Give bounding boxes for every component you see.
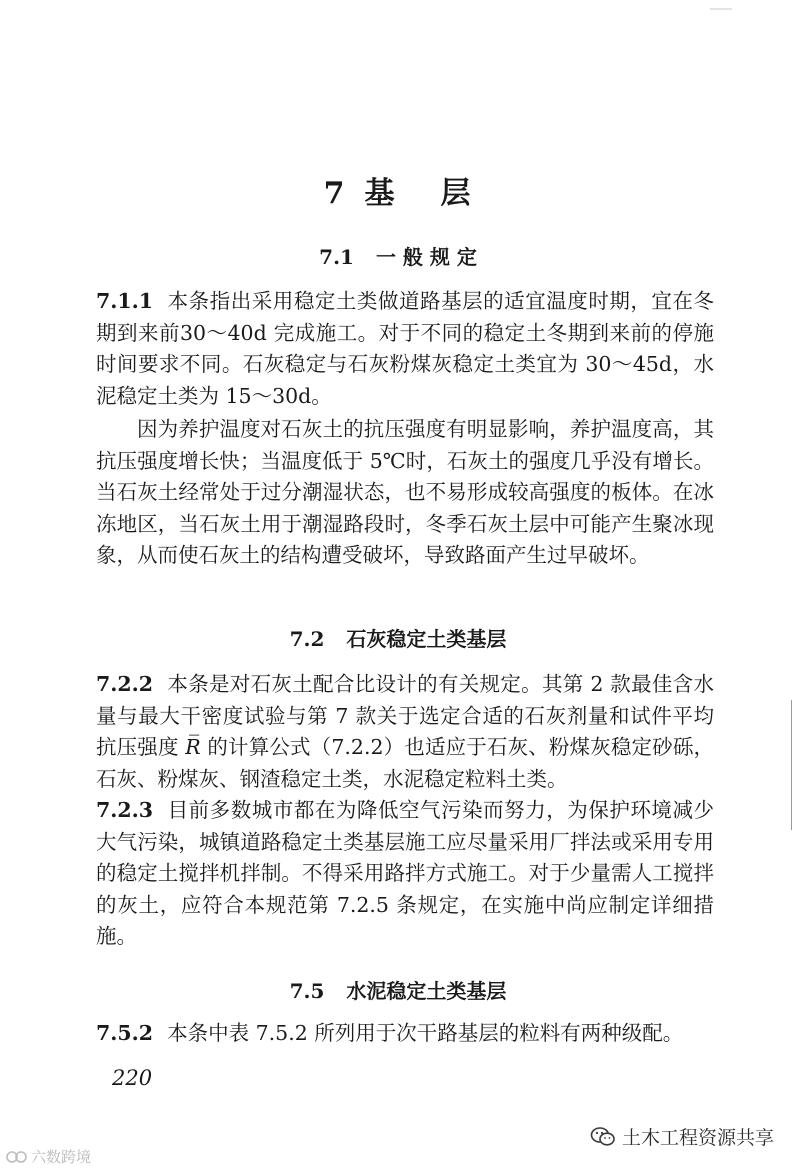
section-title-7-1 [0,241,796,270]
section-number: 7.2 [289,627,325,651]
watermark-left [6,1146,91,1167]
clause-text: 本条指出采用稳定土类做道路基层的适宜温度时期，宜在冬期到来前30～40d 完成施工。对于不同的稳定土冬期到来前的停施时间要求不同。石灰稳定与石灰粉煤灰稳定土类宜为 30～45d，水泥稳定土类为 15～30d。 [96,289,714,408]
page-number: 220 [112,1066,153,1090]
section-number: 7.1 [319,245,354,269]
scan-artifact-top [710,8,732,10]
wechat-icon [590,1126,616,1148]
clause-7-5-2 [96,1018,714,1050]
clause-number: 7.2.2 [96,672,154,696]
chapter-title-part1: 基 [364,176,397,211]
clause-number: 7.5.2 [96,1021,154,1045]
clause-7-1-1 [96,286,714,412]
clause-number: 7.1.1 [96,289,154,313]
section-heading: 石灰稳定土类基层 [346,627,507,651]
clause-7-2-2 [96,669,714,795]
section-title-7-2 [0,623,796,652]
clause-7-1-1-continued [96,414,714,572]
clause-text-b: 的计算公式（7.2.2）也适应于石灰、粉煤灰稳定砂砾，石灰、粉煤灰、钢渣稳定土类，水泥稳定粒料土类。 [96,735,714,791]
watermark-right [590,1123,774,1150]
watermark-left-text: 六数跨境 [31,1148,92,1166]
section-heading: 一 般 规 定 [375,245,477,269]
mean-strength-symbol: R̅ [185,735,201,759]
section-heading: 水泥稳定土类基层 [346,979,507,1003]
chapter-title [0,168,796,212]
chapter-number: 7 [323,176,347,211]
scan-artifact-edge [791,700,792,830]
watermark-right-text: 土木工程资源共享 [622,1127,775,1149]
section-number: 7.5 [289,979,325,1003]
clause-text-a: 本条是对石灰土配合比设计的有关规定。其第 2 款最佳含水量与最大干密度试验与第 7 款关于选定合适的石灰剂量和试件平均抗压强度 [96,672,714,759]
chapter-title-part2: 层 [440,176,473,211]
clause-7-2-3 [96,795,714,953]
clause-text: 本条中表 7.5.2 所列用于次干路基层的粒料有两种级配。 [167,1021,684,1045]
clause-text: 目前多数城市都在为降低空气污染而努力，为保护环境减少大气污染，城镇道路稳定土类基层施工应尽量采用厂拌法或采用专用的稳定土搅拌机拌制。不得采用路拌方式施工。对于少量需人工搅拌的灰土，应符合本规范第 7.2.5 条规定，在实施中尚应制定详细措施。 [96,798,714,948]
logo-icon [6,1149,28,1165]
section-title-7-5 [0,975,796,1004]
clause-number: 7.2.3 [96,798,154,822]
paragraph-text: 因为养护温度对石灰土的抗压强度有明显影响，养护温度高，其抗压强度增长快；当温度低于 5℃时，石灰土的强度几乎没有增长。当石灰土经常处于过分潮湿状态，也不易形成较高强度的板体。在冰冻地区，当石灰土用于潮湿路段时，冬季石灰土层中可能产生聚冰现象，从而使石灰土的结构遭受破坏，导致路面产生过早破坏。 [96,417,714,567]
